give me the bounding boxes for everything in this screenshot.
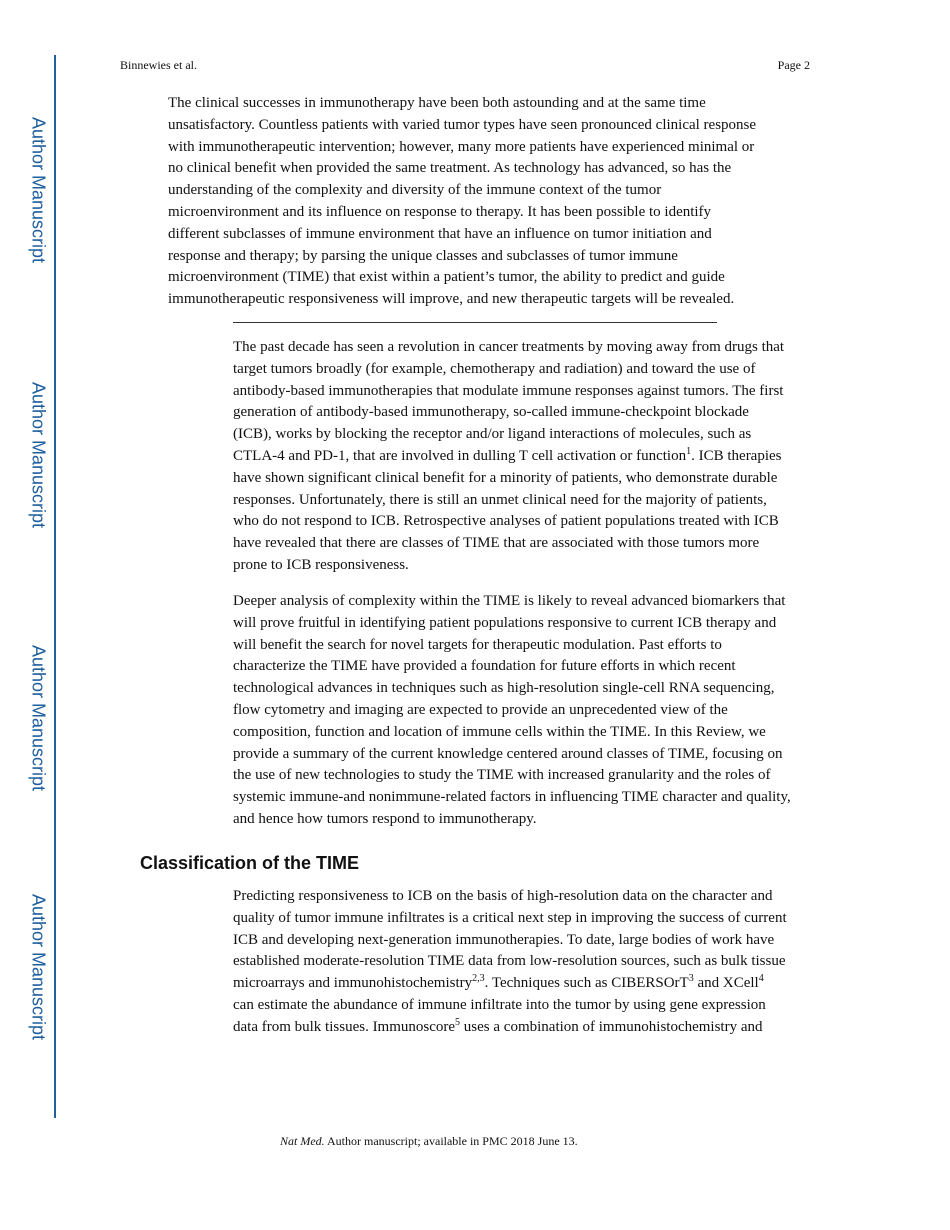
text-segment: The past decade has seen a revolution in cancer treatments by moving away from drugs that	[233, 339, 785, 355]
text-segment: who do not respond to ICB. Retrospective analyses of patient populations treated with ICB	[233, 513, 779, 530]
citation-superscript: 2,3	[472, 973, 485, 985]
text-segment: antibody-based immunotherapies that modulate immune responses against tumors. The first	[233, 382, 784, 399]
text-line	[233, 886, 787, 908]
text-line	[233, 930, 787, 952]
text-line	[168, 137, 756, 159]
text-line	[233, 700, 791, 722]
author-manuscript-text: Author Manuscript	[28, 381, 49, 529]
text-line	[233, 337, 784, 359]
text-line	[233, 468, 784, 490]
text-segment: unsatisfactory. Countless patients with varied tumor types have seen pronounced clinical response	[168, 116, 757, 133]
text-segment: uses a combination of immunohistochemistry and	[460, 1018, 763, 1035]
text-line	[233, 787, 791, 809]
classification-paragraph	[233, 886, 787, 1039]
text-segment: Predicting responsiveness to ICB on the basis of high-resolution data on the character and	[233, 888, 773, 904]
text-line	[168, 158, 756, 180]
text-segment: composition, function and location of immune cells within the TIME. In this Review, we	[233, 723, 766, 740]
text-line	[168, 289, 756, 311]
page-number: Page 2	[777, 58, 810, 72]
text-segment: microarrays and immunohistochemistry	[233, 975, 473, 992]
body-paragraph-2	[233, 591, 791, 831]
citation-superscript: 3	[688, 973, 694, 985]
text-line	[233, 490, 784, 512]
text-line	[233, 809, 791, 831]
text-segment: generation of antibody-based immunotherapy, so-called immune-checkpoint blockade	[233, 404, 749, 421]
text-line	[233, 951, 787, 973]
citation-superscript: 4	[758, 973, 764, 985]
text-segment: understanding of the complexity and diversity of the immune context of the tumor	[168, 182, 662, 199]
text-segment: the use of new technologies to study the TIME with increased granularity and the roles of	[233, 767, 771, 784]
text-line	[233, 908, 787, 930]
text-line	[168, 224, 756, 246]
text-segment: . Techniques such as CIBERSOrT	[484, 975, 689, 992]
text-segment: flow cytometry and imaging are expected to provide an unprecedented view of the	[233, 701, 728, 718]
text-line	[168, 93, 756, 115]
text-line	[233, 656, 791, 678]
text-segment: can estimate the abundance of immune infiltrate into the tumor by using gene expression	[233, 996, 766, 1013]
sidebar-rule	[54, 55, 56, 1118]
text-segment: no clinical benefit when provided the same treatment. As technology has advanced, so has the	[168, 160, 732, 177]
text-segment: microenvironment (TIME) that exist within a patient’s tumor, the ability to predict and guide	[168, 269, 725, 286]
text-segment: provide a summary of the current knowledge centered around classes of TIME, focusing on	[233, 745, 783, 762]
text-line	[233, 635, 791, 657]
text-segment: target tumors broadly (for example, chemotherapy and radiation) and toward the use of	[233, 360, 756, 377]
text-segment: characterize the TIME have provided a foundation for future efforts in which recent	[233, 658, 736, 675]
text-line	[233, 533, 784, 555]
text-segment: technological advances in techniques such as high-resolution single-cell RNA sequencing,	[233, 680, 775, 697]
text-segment: have shown significant clinical benefit for a minority of patients, who demonstrate durable	[233, 469, 778, 486]
text-segment: and hence how tumors respond to immunotherapy.	[233, 810, 537, 827]
author-manuscript-text: Author Manuscript	[28, 644, 49, 792]
text-line	[168, 246, 756, 268]
text-line	[233, 995, 787, 1017]
text-line	[233, 446, 784, 468]
text-line	[233, 591, 791, 613]
text-segment: different subclasses of immune environment that have an influence on tumor initiation and	[168, 225, 712, 242]
text-line	[233, 744, 791, 766]
text-line	[168, 115, 756, 137]
text-segment: ICB and developing next-generation immunotherapies. To date, large bodies of work have	[233, 931, 775, 948]
text-segment: (ICB), works by blocking the receptor and/or ligand interactions of molecules, such as	[233, 426, 752, 443]
author-manuscript-text: Author Manuscript	[28, 893, 49, 1041]
text-segment: responses. Unfortunately, there is still an unmet clinical need for the majority of patients,	[233, 491, 767, 508]
text-segment: established moderate-resolution TIME data from low-resolution sources, such as bulk tissue	[233, 953, 786, 970]
text-segment: . ICB therapies	[691, 447, 782, 464]
text-line	[233, 555, 784, 577]
text-line	[168, 202, 756, 224]
text-segment: immunotherapeutic responsiveness will improve, and new therapeutic targets will be revealed.	[168, 291, 735, 308]
text-segment: will benefit the search for novel targets for therapeutic modulation. Past efforts to	[233, 636, 722, 653]
section-heading: Classification of the TIME	[140, 853, 360, 873]
text-line	[233, 765, 791, 787]
text-line	[233, 381, 784, 403]
text-segment: response and therapy; by parsing the unique classes and subclasses of tumor immune	[168, 247, 678, 264]
text-segment: have revealed that there are classes of TIME that are associated with those tumors more	[233, 535, 760, 552]
citation-superscript: 1	[686, 445, 692, 457]
text-segment: and XCell	[693, 975, 759, 992]
text-segment: with immunotherapeutic intervention; however, many more patients have experienced minimal or	[168, 138, 755, 155]
footer-citation	[280, 1134, 578, 1149]
running-header-authors: Binnewies et al.	[120, 58, 197, 72]
text-segment: will prove fruitful in identifying patient populations responsive to current ICB therapy and	[233, 614, 777, 631]
text-segment: Deeper analysis of complexity within the TIME is likely to reveal advanced biomarkers that	[233, 593, 786, 609]
text-line	[233, 511, 784, 533]
text-segment: microenvironment and its influence on response to therapy. It has been possible to identify	[168, 203, 712, 220]
text-segment: prone to ICB responsiveness.	[233, 556, 409, 573]
text-segment: quality of tumor immune infiltrates is a critical next step in improving the success of current	[233, 909, 787, 926]
text-segment: CTLA-4 and PD-1, that are involved in dulling T cell activation or function	[233, 447, 687, 464]
text-segment: The clinical successes in immunotherapy have been both astounding and at the same time	[168, 95, 706, 111]
author-manuscript-text: Author Manuscript	[28, 116, 49, 264]
text-line	[233, 613, 791, 635]
text-line	[233, 402, 784, 424]
text-line	[168, 267, 756, 289]
text-line	[233, 424, 784, 446]
journal-name: Nat Med.	[280, 1134, 325, 1148]
intro-summary	[168, 93, 756, 311]
text-segment: data from bulk tissues. Immunoscore	[233, 1018, 456, 1035]
divider	[233, 322, 717, 323]
text-line	[233, 973, 787, 995]
text-line	[233, 1017, 787, 1039]
text-line	[233, 678, 791, 700]
text-line	[168, 180, 756, 202]
text-segment: systemic immune-and nonimmune-related factors in influencing TIME character and quality,	[233, 789, 791, 806]
text-line	[233, 722, 791, 744]
text-line	[233, 359, 784, 381]
citation-superscript: 5	[455, 1016, 461, 1028]
footer-text: Author manuscript; available in PMC 2018 June 13.	[324, 1134, 578, 1148]
body-paragraph-1	[233, 337, 784, 577]
